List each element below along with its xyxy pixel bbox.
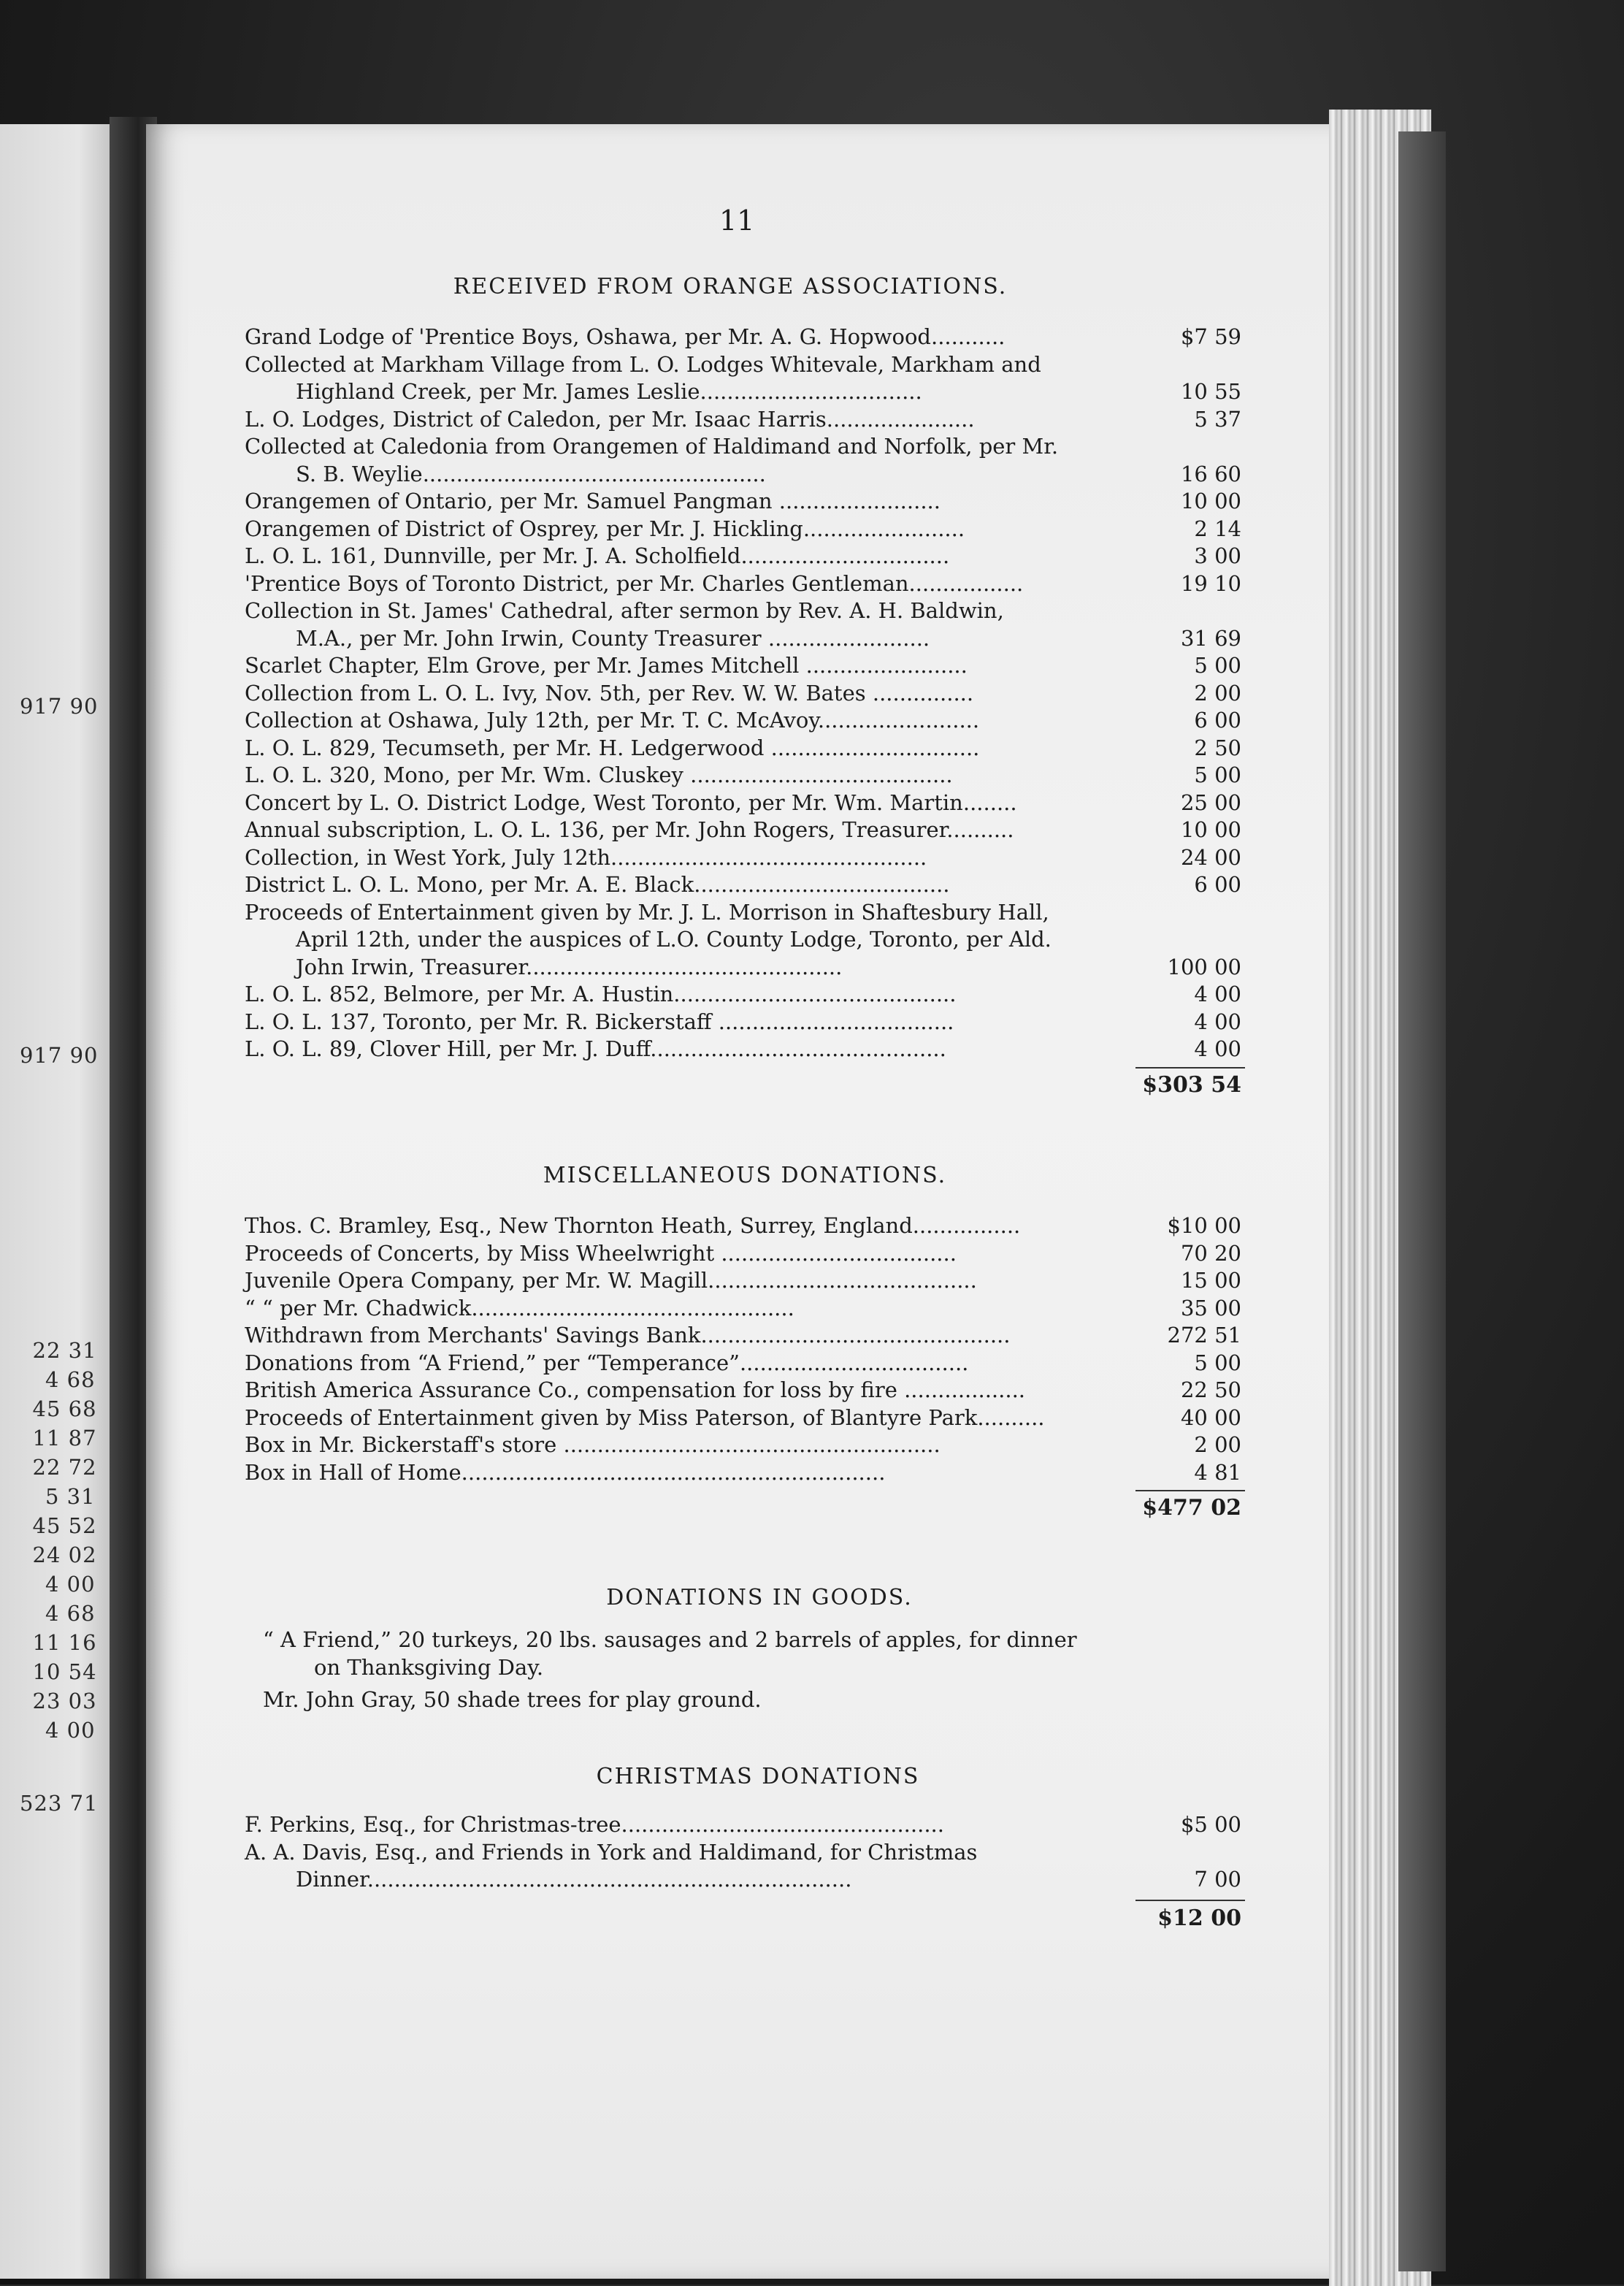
- entry-text: District L. O. L. Mono, per Mr. A. E. Black......................................: [245, 872, 950, 897]
- left-page-number: 5 31: [45, 1484, 96, 1509]
- entry-text: “ “ per Mr. Chadwick................................................: [245, 1295, 794, 1320]
- entry-text: L. O. L. 320, Mono, per Mr. Wm. Cluskey .......................................: [245, 762, 953, 787]
- entry-text: Grand Lodge of 'Prentice Boys, Oshawa, per Mr. A. G. Hopwood...........: [245, 324, 1006, 349]
- entry-amount: 10 00: [1180, 817, 1241, 842]
- section-total: $477 02: [1142, 1495, 1241, 1521]
- entry-text: 'Prentice Boys of Toronto District, per Mr. Charles Gentleman.................: [245, 570, 1024, 596]
- total-rule: [1135, 1900, 1245, 1901]
- entry-text: Collection, in West York, July 12th...............................................: [245, 844, 927, 870]
- left-page-number: 45 52: [32, 1513, 97, 1538]
- entry-text: British America Assurance Co., compensation for loss by fire ..................: [245, 1377, 1026, 1402]
- entry-amount: 5 00: [1194, 653, 1241, 678]
- entry-amount: 35 00: [1180, 1295, 1241, 1320]
- entry-text: Collection at Oshawa, July 12th, per Mr. T. C. McAvoy........................: [245, 708, 980, 733]
- entry-text: L. O. L. 89, Clover Hill, per Mr. J. Duff............................................: [245, 1036, 946, 1061]
- entry-amount: 19 10: [1180, 570, 1241, 596]
- entry-amount: 5 00: [1194, 762, 1241, 787]
- entry-text: Proceeds of Entertainment given by Miss Paterson, of Blantyre Park..........: [245, 1404, 1045, 1430]
- entry-amount: 6 00: [1194, 708, 1241, 733]
- entry-amount: $7 59: [1180, 324, 1241, 349]
- cover-edge: [1398, 131, 1446, 2271]
- entry-text: Box in Mr. Bickerstaff's store ........................................................: [245, 1432, 941, 1457]
- entry-amount: 10 00: [1180, 489, 1241, 513]
- entry-text: Box in Hall of Home...............................................................: [245, 1459, 886, 1485]
- entry-amount: 272 51: [1167, 1323, 1241, 1347]
- entry-amount: $10 00: [1167, 1213, 1241, 1238]
- entry-amount: 70 20: [1180, 1240, 1241, 1266]
- entry-amount: 100 00: [1167, 954, 1241, 979]
- entry-amount: 5 37: [1194, 406, 1241, 432]
- left-page-number: 11 16: [32, 1630, 97, 1655]
- left-page-number: 45 68: [32, 1396, 97, 1421]
- entry-text: Juvenile Opera Company, per Mr. W. Magill........................................: [245, 1268, 977, 1293]
- left-page-number: 11 87: [32, 1426, 97, 1450]
- entry-amount: 24 00: [1180, 844, 1241, 870]
- section-total: $303 54: [1142, 1071, 1241, 1098]
- left-page-number: 22 72: [32, 1455, 97, 1480]
- entry-amount: 25 00: [1180, 790, 1241, 815]
- entry-text: Concert by L. O. District Lodge, West Toronto, per Mr. Wm. Martin........: [245, 790, 1017, 815]
- entry-amount: 4 00: [1194, 1009, 1241, 1034]
- entry-text: Dinner........................................................................: [296, 1867, 852, 1892]
- entry-text: Proceeds of Entertainment given by Mr. J. L. Morrison in Shaftesbury Hall,: [245, 899, 1049, 925]
- section-total: $12 00: [1157, 1905, 1241, 1931]
- entry-text: Collected at Markham Village from L. O. Lodges Whitevale, Markham and: [245, 351, 1041, 377]
- entry-amount: 40 00: [1180, 1404, 1241, 1430]
- left-page-number: 4 68: [45, 1601, 96, 1626]
- entry-text: L. O. L. 137, Toronto, per Mr. R. Bickerstaff ...................................: [245, 1009, 954, 1034]
- left-page-number: 523 71: [20, 1791, 99, 1816]
- entry-amount: 2 50: [1194, 735, 1241, 760]
- entry-text: Withdrawn from Merchants' Savings Bank..............................................: [245, 1323, 1011, 1347]
- page-number: 11: [719, 204, 755, 237]
- entry-text: F. Perkins, Esq., for Christmas-tree................................................: [245, 1812, 944, 1837]
- entry-text: Proceeds of Concerts, by Miss Wheelwright ...................................: [245, 1240, 957, 1266]
- entry-amount: 4 00: [1194, 982, 1241, 1006]
- entry-amount: 2 00: [1194, 1432, 1241, 1457]
- entry-text: Annual subscription, L. O. L. 136, per Mr. John Rogers, Treasurer..........: [245, 817, 1014, 842]
- goods-line: Mr. John Gray, 50 shade trees for play ground.: [263, 1687, 762, 1712]
- entry-amount: 5 00: [1194, 1350, 1241, 1375]
- entry-text: April 12th, under the auspices of L.O. County Lodge, Toronto, per Ald.: [296, 927, 1052, 952]
- section-title: CHRISTMAS DONATIONS: [596, 1764, 920, 1789]
- entry-text: Collection from L. O. L. Ivy, Nov. 5th, per Rev. W. W. Bates ...............: [245, 680, 974, 706]
- entry-text: Scarlet Chapter, Elm Grove, per Mr. James Mitchell ........................: [245, 653, 968, 678]
- entry-amount: 16 60: [1180, 461, 1241, 486]
- entry-amount: 7 00: [1194, 1867, 1241, 1892]
- entry-amount: 2 00: [1194, 680, 1241, 706]
- entry-text: Donations from “A Friend,” per “Temperance”..................................: [245, 1350, 969, 1375]
- left-page-number: 917 90: [20, 694, 99, 719]
- entry-text: A. A. Davis, Esq., and Friends in York and Haldimand, for Christmas: [245, 1839, 978, 1865]
- entry-amount: 4 00: [1194, 1036, 1241, 1061]
- goods-line: on Thanksgiving Day.: [314, 1655, 544, 1680]
- left-page-number: 23 03: [32, 1689, 97, 1713]
- entry-text: Collection in St. James' Cathedral, after sermon by Rev. A. H. Baldwin,: [245, 598, 1004, 623]
- entry-text: L. O. L. 829, Tecumseth, per Mr. H. Ledgerwood ...............................: [245, 735, 980, 760]
- entry-text: L. O. L. 161, Dunnville, per Mr. J. A. Scholfield...............................: [245, 543, 950, 568]
- left-page-number: 4 00: [45, 1572, 96, 1597]
- left-page-number: 22 31: [32, 1338, 97, 1363]
- goods-line: “ A Friend,” 20 turkeys, 20 lbs. sausages and 2 barrels of apples, for dinner: [263, 1627, 1077, 1652]
- left-page-number: 4 00: [45, 1718, 96, 1743]
- entry-amount: 22 50: [1180, 1377, 1241, 1402]
- entry-text: John Irwin, Treasurer...............................................: [296, 954, 843, 979]
- entry-text: Highland Creek, per Mr. James Leslie.................................: [296, 379, 922, 404]
- entry-text: Orangemen of District of Osprey, per Mr. J. Hickling........................: [245, 516, 965, 541]
- entry-amount: 2 14: [1194, 516, 1241, 541]
- entry-text: Thos. C. Bramley, Esq., New Thornton Heath, Surrey, England................: [245, 1213, 1021, 1238]
- left-page-number: 917 90: [20, 1043, 99, 1068]
- section-title: DONATIONS IN GOODS.: [606, 1585, 913, 1610]
- entry-text: L. O. L. 852, Belmore, per Mr. A. Hustin..........................................: [245, 982, 957, 1006]
- entry-amount: 31 69: [1180, 625, 1241, 651]
- entry-amount: 6 00: [1194, 872, 1241, 897]
- total-rule: [1135, 1490, 1245, 1491]
- entry-amount: 10 55: [1180, 379, 1241, 404]
- left-page-number: 24 02: [32, 1543, 97, 1567]
- section-title: MISCELLANEOUS DONATIONS.: [543, 1163, 947, 1188]
- entry-text: M.A., per Mr. John Irwin, County Treasurer ........................: [296, 625, 930, 651]
- entry-amount: 15 00: [1180, 1268, 1241, 1293]
- entry-amount: 3 00: [1194, 543, 1241, 568]
- left-page-number: 4 68: [45, 1367, 96, 1392]
- entry-amount: $5 00: [1180, 1812, 1241, 1837]
- section-title: RECEIVED FROM ORANGE ASSOCIATIONS.: [453, 274, 1008, 299]
- left-page-number: 10 54: [32, 1659, 97, 1684]
- total-rule: [1135, 1067, 1245, 1069]
- entry-text: Collected at Caledonia from Orangemen of Haldimand and Norfolk, per Mr.: [245, 434, 1059, 459]
- entry-text: Orangemen of Ontario, per Mr. Samuel Pangman ........................: [245, 489, 941, 513]
- entry-amount: 4 81: [1194, 1459, 1241, 1485]
- entry-text: S. B. Weylie...................................................: [296, 461, 766, 486]
- entry-text: L. O. Lodges, District of Caledon, per Mr. Isaac Harris......................: [245, 406, 975, 432]
